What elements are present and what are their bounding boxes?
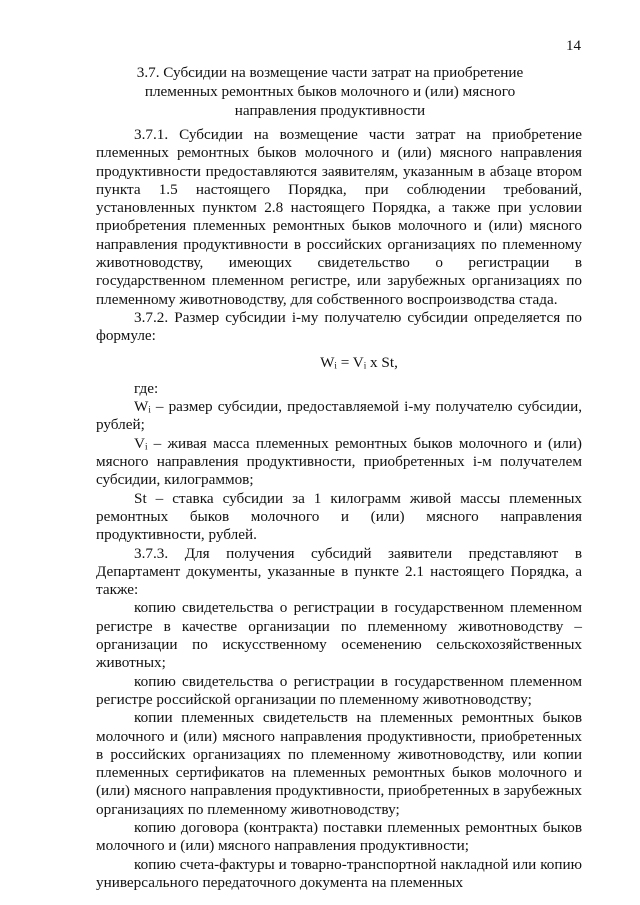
v-definition: Vᵢ – живая масса племенных ремонтных быков молочного и (или) мясного направления продуктивности, приобретенных i-м получателем субсидии, килограммов; <box>96 434 582 489</box>
w-definition: Wᵢ – размер субсидии, предоставляемой i-му получателю субсидии, рублей; <box>96 398 582 434</box>
paragraph-3-7-3: 3.7.3. Для получения субсидий заявители представляют в Департамент документы, указанные в пункте 2.1 настоящего Порядка, а также: <box>96 544 582 599</box>
title-line-3: направления продуктивности <box>234 102 426 119</box>
st-definition: St – ставка субсидии за 1 килограмм живой массы племенных ремонтных быков молочного и (или) мясного направления продуктивности, рублей. <box>96 489 582 544</box>
where-label: где: <box>134 379 159 397</box>
paragraph-3-7-2: 3.7.2. Размер субсидии i-му получателю субсидии определяется по формуле: <box>96 308 582 345</box>
title-line-2: племенных ремонтных быков молочного и (или) мясного <box>144 83 516 100</box>
document-item-4: копию договора (контракта) поставки племенных ремонтных быков молочного и (или) мясного направления продуктивности; <box>96 818 582 855</box>
document-item-5: копию счета-фактуры и товарно-транспортной накладной или копию универсального передаточного документа на племенных <box>96 855 582 891</box>
document-item-1: копию свидетельства о регистрации в государственном племенном регистре в качестве организации по племенному животноводству – организации по искусственному осеменению сельскохозяйственных животных; <box>96 599 582 672</box>
document-item-3: копии племенных свидетельств на племенных ремонтных быков молочного и (или) мясного направления продуктивности, приобретенных в российских организациях по племенному животноводству, или копии племенных сертификатов на племенных ремонтных быков молочного и (или) мясного направления продуктивности, приобретенных в зарубежных организациях по племенному животноводству; <box>96 709 582 818</box>
section-title <box>120 63 540 120</box>
paragraph-3-7-1: 3.7.1. Субсидии на возмещение части затрат на приобретение племенных ремонтных быков молочного и (или) мясного направления продуктивности предоставляются заявителям, указанным в абзаце втором пункта 1.5 настоящего Порядка, при соблюдении требований, установленных пунктом 2.8 настоящего Порядка, а также при условии приобретения племенных ремонтных быков молочного и (или) мясного направления продуктивности в российских организациях по племенному животноводству, имеющих свидетельство о регистрации в государственном племенном регистре, или зарубежных организациях по племенному животноводству, для собственного воспроизводства стада. <box>96 126 582 308</box>
page-number: 14 <box>566 38 581 54</box>
document-body <box>96 126 582 892</box>
subsidy-formula: Wᵢ = Vᵢ x St, <box>320 353 398 371</box>
document-item-2: копию свидетельства о регистрации в государственном племенном регистре российской организации по племенному животноводству; <box>96 672 582 708</box>
title-line-1: 3.7. Субсидии на возмещение части затрат на приобретение <box>136 64 524 81</box>
